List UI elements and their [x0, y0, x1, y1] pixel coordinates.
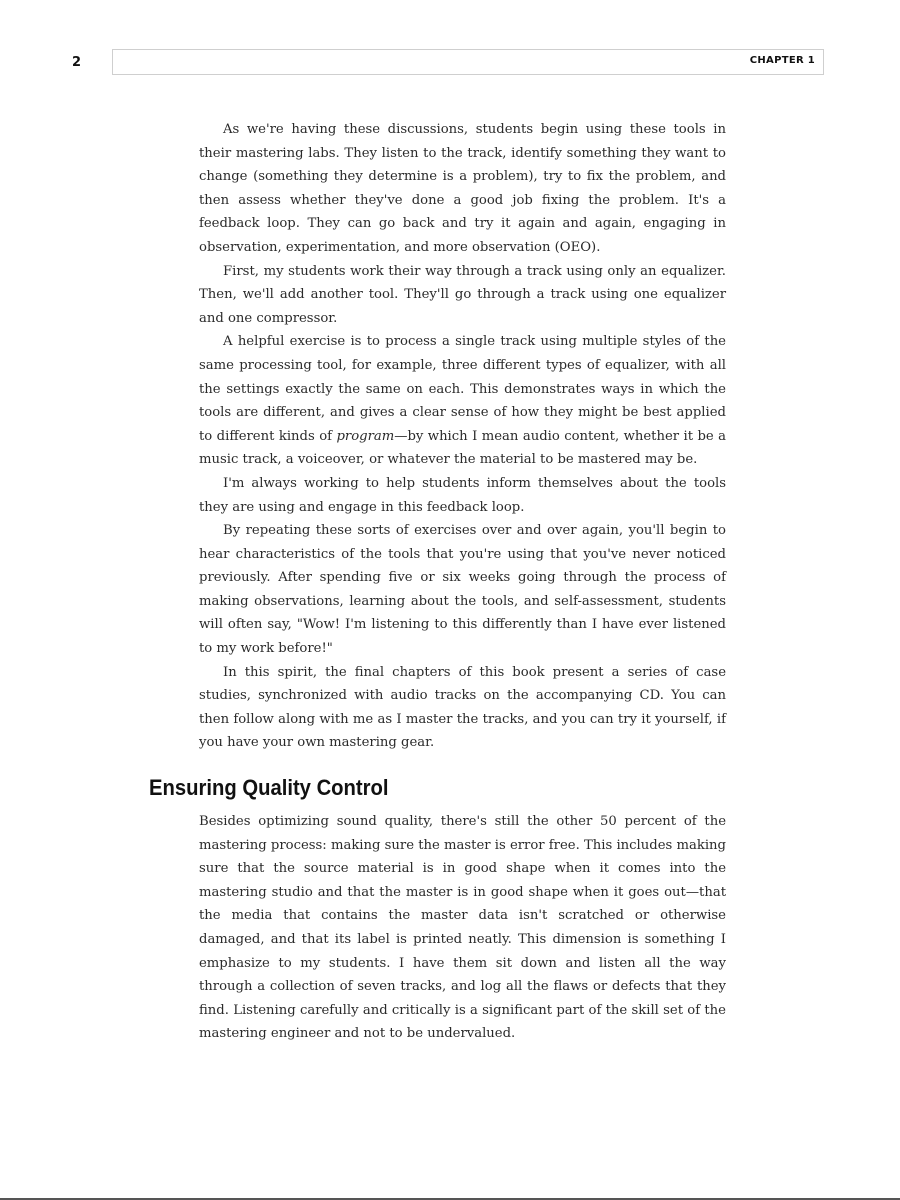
- paragraph: As we're having these discussions, students begin using these tools in their mastering labs. They listen to the track, identify something they want to change (something they determine is a problem), try to fix the problem, and then assess whether they've done a good job fixing the problem. It's a feedback loop. They can go back and try it again and again, engaging in observation, experimentation, and more observation (OEO).: [199, 122, 726, 255]
- chapter-label: CHAPTER 1: [749, 55, 815, 66]
- paragraph: By repeating these sorts of exercises over and over again, you'll begin to hear characteristics of the tools that you're using that you've never noticed previously. After spending five or six weeks going through the process of making observations, learning about the tools, and self-assessment, students will often say, "Wow! I'm listening to this differently than I have ever listened to my work before!": [199, 523, 726, 657]
- paragraph: First, my students work their way through a track using only an equalizer. Then, we'll add another tool. They'll go through a track using one equalizer and one compressor.: [199, 263, 726, 326]
- paragraph: I'm always working to help students inform themselves about the tools they are using and engage in this feedback loop.: [199, 475, 726, 515]
- running-header: [112, 49, 824, 75]
- italic-term: program: [336, 428, 395, 444]
- paragraph-text: —by which I mean audio content, whether it be a music track, a voiceover, or whatever the material to be mastered may be.: [199, 428, 726, 468]
- body-text: [199, 118, 726, 755]
- section-body: [199, 810, 726, 1046]
- paragraph: Besides optimizing sound quality, there's still the other 50 percent of the mastering process: making sure the master is error free. This includes making sure that the source material is in good shape when it comes into the mastering studio and that the master is in good shape when it goes out—that the media that contains the master data isn't scratched or otherwise damaged, and that its label is printed neatly. This dimension is something I emphasize to my students. I have them sit down and listen all the way through a collection of seven tracks, and log all the flaws or defects that they find. Listening carefully and critically is a significant part of the skill set of the mastering engineer and not to be undervalued.: [199, 814, 726, 1042]
- paragraph: In this spirit, the final chapters of this book present a series of case studies, synchronized with audio tracks on the accompanying CD. You can then follow along with me as I master the tracks, and you can try it yourself, if you have your own mastering gear.: [199, 664, 726, 751]
- page-number: 2: [72, 55, 82, 70]
- paragraph: [199, 330, 726, 472]
- paragraph-text: A helpful exercise is to process a single track using multiple styles of the same processing tool, for example, three different types of equalizer, with all the settings exactly the same on each. This demonstrates ways in which the tools are different, and gives a clear sense of how they might be best applied to different kinds of: [199, 334, 726, 444]
- section-heading: Ensuring Quality Control: [149, 775, 389, 800]
